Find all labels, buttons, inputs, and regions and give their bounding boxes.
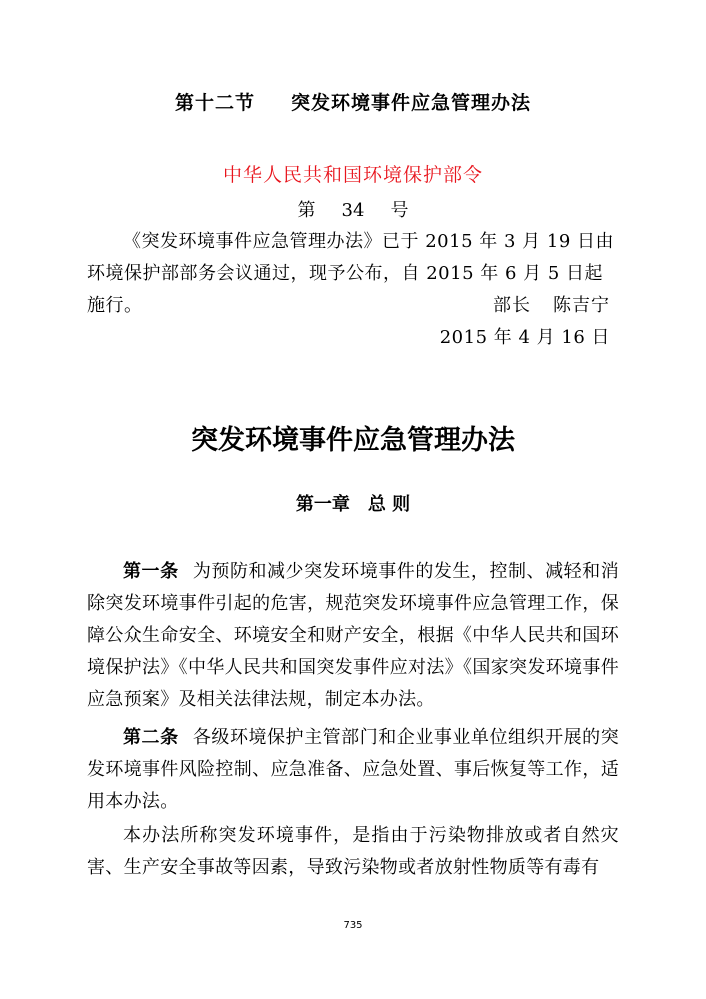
article-text: 为预防和减少突发环境事件的发生，控制、减轻和消除突发环境事件引起的危害，规范突发环境事件应急管理工作，保障公众生命安全、环境安全和财产安全，根据《中华人民共和国环境保护法》《中华人民共和国突发事件应对法》《国家突发环境事件应急预案》及相关法律法规，制定本办法。 bbox=[87, 561, 619, 710]
document-title: 突发环境事件应急管理办法 bbox=[191, 425, 515, 456]
article-number: 第二条 bbox=[123, 727, 179, 748]
article-1 bbox=[87, 556, 619, 716]
sign-date: 2015 年 4 月 16 日 bbox=[439, 327, 610, 348]
section-heading bbox=[0, 88, 706, 115]
decree-number-suffix: 号 bbox=[390, 200, 409, 221]
article-2-paragraph-2 bbox=[87, 820, 619, 884]
decree-body: 《突发环境事件应急管理办法》已于 2015 年 3 月 19 日由环境保护部部务会议通过，现予公布，自 2015 年 6 月 5 日起施行。 bbox=[87, 231, 614, 316]
signer bbox=[493, 290, 610, 322]
chapter-number: 第一章 bbox=[295, 494, 350, 515]
chapter-title bbox=[0, 490, 706, 516]
article-text: 本办法所称突发环境事件，是指由于污染物排放或者自然灾害、生产安全事故等因素，导致污染物或者放射性物质等有毒有 bbox=[87, 825, 619, 878]
signer-name: 陈吉宁 bbox=[553, 295, 610, 316]
chapter-name: 总 则 bbox=[367, 494, 411, 515]
decree-number-prefix: 第 bbox=[297, 200, 316, 221]
section-number: 第十二节 bbox=[174, 92, 255, 114]
article-2 bbox=[87, 722, 619, 818]
decree-title: 中华人民共和国环境保护部令 bbox=[222, 164, 483, 186]
article-text: 各级环境保护主管部门和企业事业单位组织开展的突发环境事件风险控制、应急准备、应急处置、事后恢复等工作，适用本办法。 bbox=[87, 727, 619, 812]
signer-title: 部长 bbox=[493, 295, 531, 316]
decree-number-value: 34 bbox=[341, 200, 365, 221]
section-title: 突发环境事件应急管理办法 bbox=[291, 92, 532, 114]
page-number: 735 bbox=[343, 920, 363, 931]
decree-number bbox=[0, 196, 706, 222]
article-number: 第一条 bbox=[123, 561, 179, 582]
